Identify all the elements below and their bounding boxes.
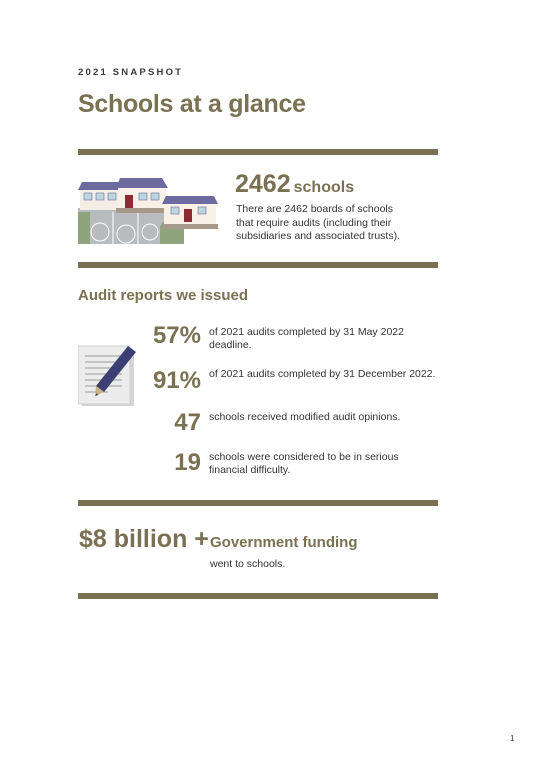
section-heading: Audit reports we issued — [78, 287, 249, 304]
schools-buildings-icon — [78, 176, 220, 244]
schools-count — [235, 170, 354, 199]
schools-count-unit: schools — [293, 179, 355, 196]
stat-value-4: 19 — [174, 449, 201, 476]
divider — [78, 262, 438, 268]
kicker: 2021 SNAPSHOT — [78, 67, 184, 78]
stat-text-4: schools were considered to be in serious financial difficulty. — [209, 451, 399, 476]
stat-text-3: schools received modified audit opinions. — [209, 411, 401, 423]
funding-subtext: went to schools. — [210, 558, 286, 570]
divider — [78, 593, 438, 599]
funding-label: Government funding — [210, 534, 358, 551]
stat-text-2: of 2021 audits completed by 31 December 2022. — [209, 368, 436, 380]
schools-description: There are 2462 boards of schools that require audits (including their subsidiaries and associated trusts). — [236, 203, 400, 242]
stat-value-2: 91% — [152, 367, 201, 394]
page-title: Schools at a glance — [78, 90, 306, 118]
funding-amount: $8 billion + — [79, 525, 209, 553]
stat-text-1: of 2021 audits completed by 31 May 2022 deadline. — [209, 326, 404, 351]
schools-count-value: 2462 — [235, 170, 291, 198]
stat-value-1: 57% — [152, 322, 201, 349]
stat-value-3: 47 — [174, 409, 201, 436]
page-number: 1 — [510, 734, 515, 743]
divider — [78, 149, 438, 155]
divider — [78, 500, 438, 506]
